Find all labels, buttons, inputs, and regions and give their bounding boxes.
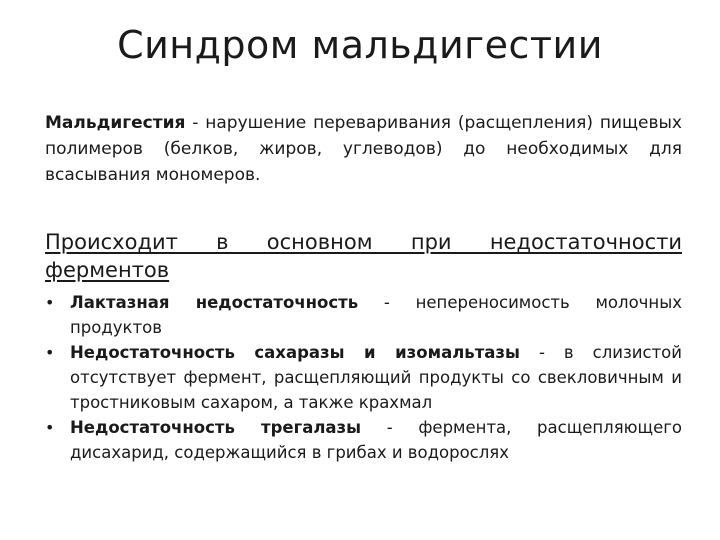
list-item xyxy=(45,415,682,465)
bullet-list xyxy=(45,290,682,465)
list-item xyxy=(45,290,682,340)
bullet-icon: • xyxy=(45,343,55,362)
occurs-statement: Происходит в основном при недостаточности ферментов xyxy=(45,230,682,282)
bullet-icon: • xyxy=(45,418,55,437)
bullet-term: Недостаточность трегалазы xyxy=(70,418,362,437)
definition-term: Мальдигестия xyxy=(45,113,186,133)
bullet-term: Недостаточность сахаразы и изомальтазы xyxy=(70,343,520,362)
bullet-text: - фермента, расщепляющего дисахарид, содержащийся в грибах и водорослях xyxy=(70,418,683,462)
slide-title: Синдром мальдигестии xyxy=(117,23,603,67)
bullet-text: - в слизистой отсутствует фермент, расщепляющий продукты со свекловичным и тростниковым сахаром, а также крахмал xyxy=(70,343,682,412)
list-item xyxy=(45,340,682,415)
definition-paragraph xyxy=(45,110,682,188)
bullet-icon: • xyxy=(45,293,55,312)
bullet-term: Лактазная недостаточность xyxy=(70,293,359,312)
definition-text: - нарушение переваривания (расщепления) пищевых полимеров (белков, жиров, углеводов) до необходимых для всасывания мономеров. xyxy=(45,113,682,185)
bullet-text: - непереносимость молочных продуктов xyxy=(70,293,682,337)
